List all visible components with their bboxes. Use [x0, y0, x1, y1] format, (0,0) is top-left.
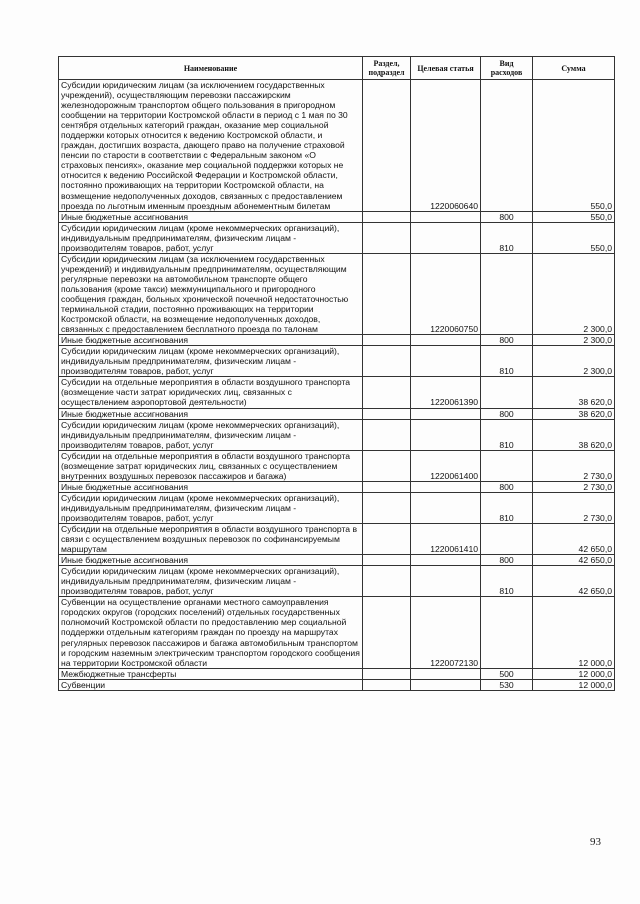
cell-target: 1220072130	[411, 597, 481, 668]
cell-target	[411, 211, 481, 222]
cell-section	[363, 679, 411, 690]
cell-type: 800	[481, 555, 533, 566]
cell-target	[411, 408, 481, 419]
cell-section	[363, 555, 411, 566]
cell-name: Межбюджетные трансферты	[59, 668, 363, 679]
table-row	[59, 335, 615, 346]
cell-section	[363, 597, 411, 668]
cell-section	[363, 492, 411, 523]
cell-name: Субсидии юридическим лицам (кроме некоммерческих организаций), индивидуальным предпринимателям, физическим лицам - производителям товаров, работ, услуг	[59, 346, 363, 377]
cell-sum: 550,0	[533, 80, 615, 212]
cell-sum: 42 650,0	[533, 524, 615, 555]
cell-target	[411, 555, 481, 566]
cell-target	[411, 492, 481, 523]
table-row	[59, 566, 615, 597]
cell-target	[411, 335, 481, 346]
cell-type: 810	[481, 566, 533, 597]
cell-sum: 42 650,0	[533, 555, 615, 566]
table-row	[59, 597, 615, 668]
cell-target: 1220061400	[411, 450, 481, 481]
cell-type: 810	[481, 419, 533, 450]
table-row	[59, 524, 615, 555]
cell-name: Субвенции	[59, 679, 363, 690]
cell-name: Иные бюджетные ассигнования	[59, 211, 363, 222]
cell-target	[411, 566, 481, 597]
table-row	[59, 377, 615, 408]
cell-sum: 42 650,0	[533, 566, 615, 597]
table-row	[59, 679, 615, 690]
cell-target	[411, 346, 481, 377]
cell-section	[363, 566, 411, 597]
table-row	[59, 419, 615, 450]
budget-table	[58, 56, 615, 691]
cell-target	[411, 419, 481, 450]
table-row	[59, 211, 615, 222]
cell-sum: 2 300,0	[533, 253, 615, 334]
cell-section	[363, 335, 411, 346]
header-type: Вид расходов	[481, 57, 533, 80]
cell-sum: 38 620,0	[533, 377, 615, 408]
cell-type: 810	[481, 492, 533, 523]
cell-type: 810	[481, 222, 533, 253]
cell-sum: 38 620,0	[533, 408, 615, 419]
table-row	[59, 555, 615, 566]
cell-name: Субсидии юридическим лицам (кроме некоммерческих организаций), индивидуальным предпринимателям, физическим лицам - производителям товаров, работ, услуг	[59, 566, 363, 597]
table-body	[59, 80, 615, 691]
cell-type	[481, 253, 533, 334]
table-row	[59, 668, 615, 679]
cell-section	[363, 524, 411, 555]
cell-section	[363, 211, 411, 222]
table-header-row	[59, 57, 615, 80]
table-row	[59, 222, 615, 253]
cell-name: Иные бюджетные ассигнования	[59, 555, 363, 566]
cell-name: Субсидии юридическим лицам (кроме некоммерческих организаций), индивидуальным предпринимателям, физическим лицам - производителям товаров, работ, услуг	[59, 419, 363, 450]
cell-type: 500	[481, 668, 533, 679]
cell-sum: 2 730,0	[533, 450, 615, 481]
cell-type	[481, 597, 533, 668]
cell-target	[411, 222, 481, 253]
header-name: Наименование	[59, 57, 363, 80]
cell-sum: 12 000,0	[533, 679, 615, 690]
cell-name: Субсидии на отдельные мероприятия в области воздушного транспорта (возмещение части затрат юридических лиц, связанных с осуществлением аэропортовой деятельности)	[59, 377, 363, 408]
cell-type	[481, 524, 533, 555]
cell-sum: 12 000,0	[533, 668, 615, 679]
cell-type	[481, 377, 533, 408]
table-row	[59, 253, 615, 334]
cell-sum: 2 730,0	[533, 492, 615, 523]
cell-target	[411, 679, 481, 690]
cell-target: 1220061390	[411, 377, 481, 408]
cell-section	[363, 450, 411, 481]
cell-type: 530	[481, 679, 533, 690]
cell-name: Иные бюджетные ассигнования	[59, 408, 363, 419]
cell-type: 800	[481, 335, 533, 346]
cell-name: Субсидии на отдельные мероприятия в области воздушного транспорта (возмещение затрат юридических лиц, связанных с осуществлением внутренних воздушных перевозок пассажиров и багажа)	[59, 450, 363, 481]
cell-section	[363, 481, 411, 492]
cell-section	[363, 408, 411, 419]
cell-type: 800	[481, 481, 533, 492]
header-target: Целевая статья	[411, 57, 481, 80]
cell-sum: 550,0	[533, 222, 615, 253]
cell-section	[363, 253, 411, 334]
table-row	[59, 481, 615, 492]
cell-name: Иные бюджетные ассигнования	[59, 481, 363, 492]
cell-section	[363, 346, 411, 377]
cell-name: Субсидии юридическим лицам (кроме некоммерческих организаций), индивидуальным предпринимателям, физическим лицам - производителям товаров, работ, услуг	[59, 222, 363, 253]
cell-type: 800	[481, 211, 533, 222]
cell-sum: 38 620,0	[533, 419, 615, 450]
cell-type: 800	[481, 408, 533, 419]
cell-type	[481, 450, 533, 481]
table-row	[59, 450, 615, 481]
cell-target: 1220060750	[411, 253, 481, 334]
cell-section	[363, 377, 411, 408]
table-row	[59, 346, 615, 377]
table-row	[59, 408, 615, 419]
cell-sum: 2 730,0	[533, 481, 615, 492]
cell-name: Субсидии юридическим лицам (за исключением государственных учреждений), осуществляющим перевозки пассажирским железнодорожным транспортом общего пользования в пригородном сообщении на территории Костромской области в период с 1 мая по 30 сентября отдельных категорий граждан, оказание мер социальной поддержки которых относится к ведению Костромской области, и граждан, достигших возраста, дающего право на получение страховой пенсии по старости в соответствии с Федеральным законом «О страховых пенсиях», оказание мер социальной поддержки которых не относится к ведению Российской Федерации и Костромской области, постоянно проживающих на территории Костромской области, на возмещение недополученных доходов, связанных с предоставлением проезда по льготным именным проездным абонементным билетам	[59, 80, 363, 212]
cell-type: 810	[481, 346, 533, 377]
cell-sum: 2 300,0	[533, 346, 615, 377]
cell-type	[481, 80, 533, 212]
table-row	[59, 80, 615, 212]
header-section: Раздел, подраздел	[363, 57, 411, 80]
cell-target	[411, 481, 481, 492]
cell-section	[363, 80, 411, 212]
cell-sum: 12 000,0	[533, 597, 615, 668]
cell-target	[411, 668, 481, 679]
cell-sum: 2 300,0	[533, 335, 615, 346]
header-sum: Сумма	[533, 57, 615, 80]
cell-sum: 550,0	[533, 211, 615, 222]
cell-name: Субвенции на осуществление органами местного самоуправления городских округов (городских поселений) отдельных государственных полномочий Костромской области по предоставлению мер социальной поддержки отдельным категориям граждан по проезду на маршрутах регулярных перевозок пассажиров и багажа автомобильным транспортом и городским наземным электрическим транспортом городского сообщения на территории Костромской области	[59, 597, 363, 668]
cell-name: Субсидии юридическим лицам (кроме некоммерческих организаций), индивидуальным предпринимателям, физическим лицам - производителям товаров, работ, услуг	[59, 492, 363, 523]
cell-name: Субсидии юридическим лицам (за исключением государственных учреждений) и индивидуальным предпринимателям, осуществляющим регулярные перевозки на автомобильном транспорте общего пользования (кроме такси) межмуниципального и пригородного сообщения граждан, больных хронической почечной недостаточностью терминальной стадии, постоянно проживающих на территории Костромской области, на возмещение недополученных доходов, связанных с предоставлением бесплатного проезда по талонам	[59, 253, 363, 334]
cell-name: Субсидии на отдельные мероприятия в области воздушного транспорта в связи с осуществлением воздушных перевозок по софинансируемым маршрутам	[59, 524, 363, 555]
cell-target: 1220061410	[411, 524, 481, 555]
cell-section	[363, 222, 411, 253]
page-number: 93	[590, 836, 601, 848]
cell-section	[363, 668, 411, 679]
table-row	[59, 492, 615, 523]
cell-name: Иные бюджетные ассигнования	[59, 335, 363, 346]
cell-target: 1220060640	[411, 80, 481, 212]
cell-section	[363, 419, 411, 450]
